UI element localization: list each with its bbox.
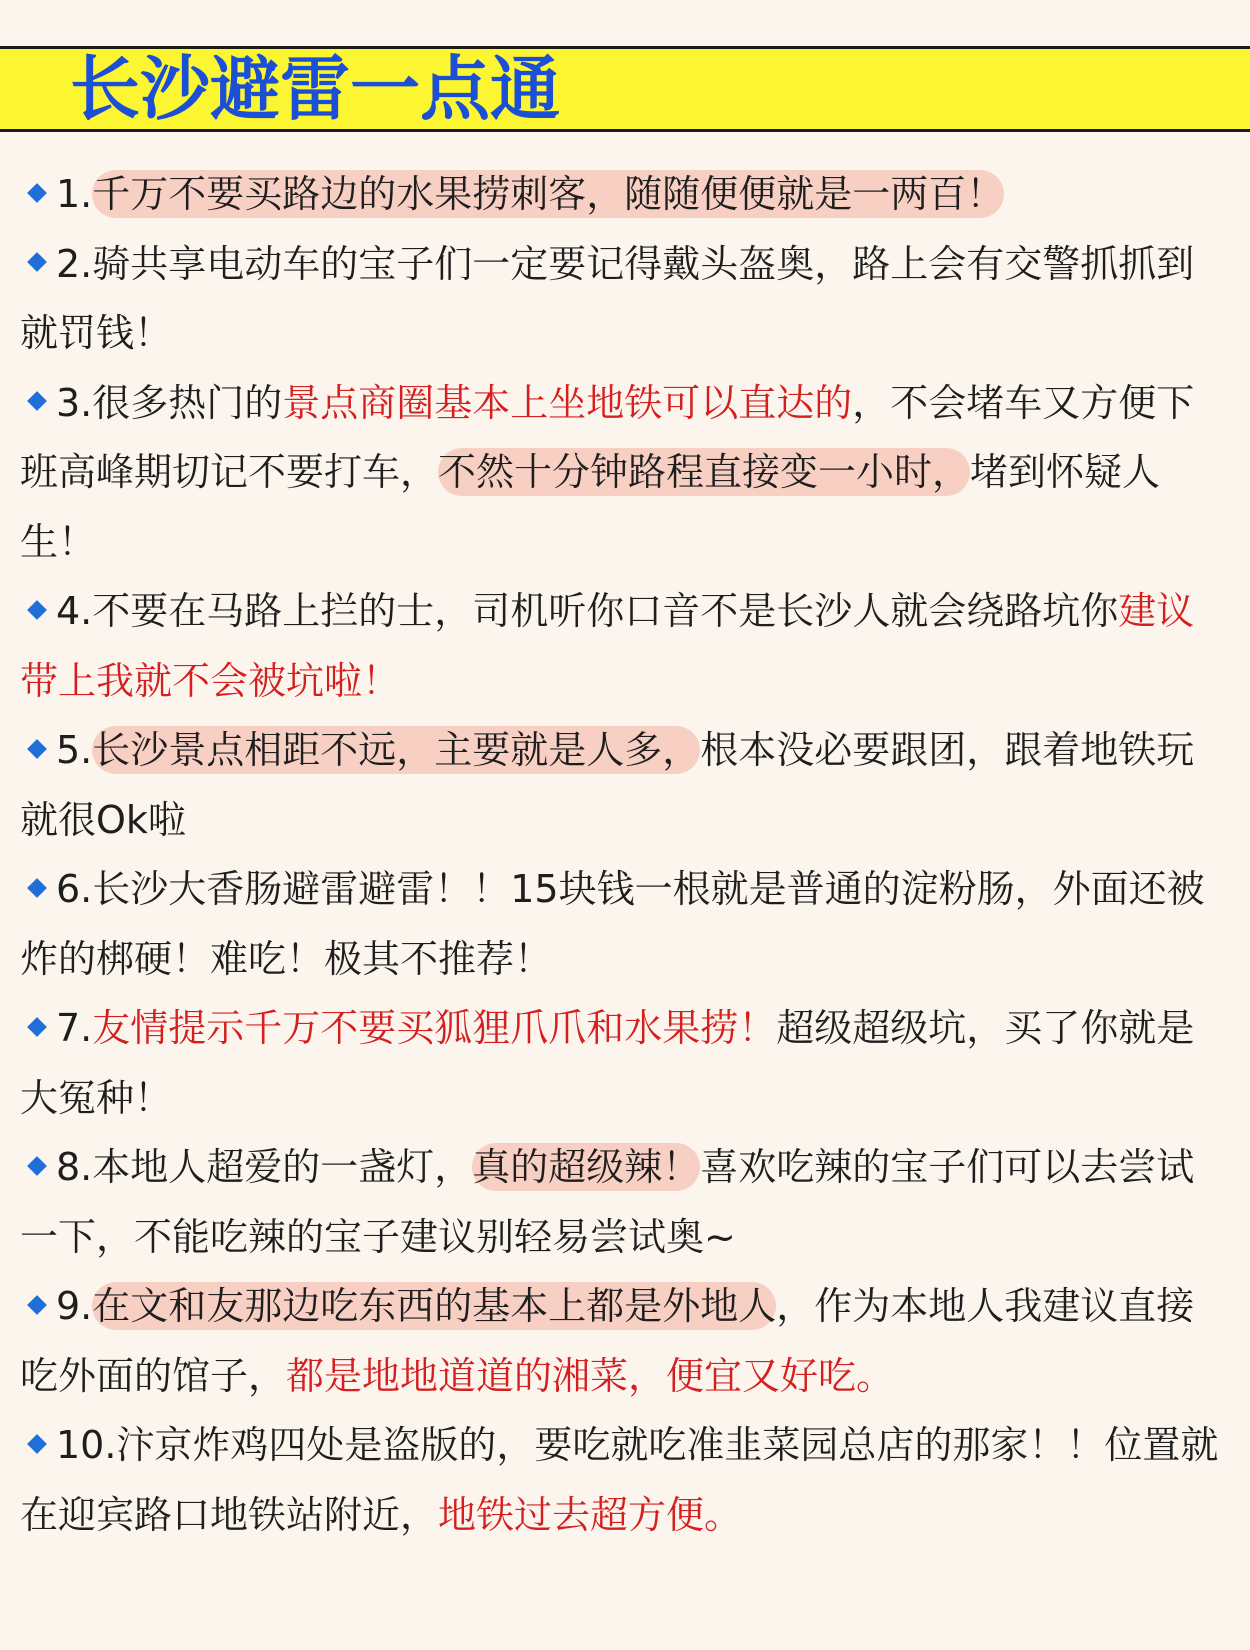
tip-text-highlight: 长沙景点相距不远，主要就是人多，	[92, 728, 701, 772]
title-banner	[0, 46, 1250, 132]
tip-item	[20, 577, 1230, 716]
tip-text: 4.不要在马路上拦的士，司机听你口音不是长沙人就会绕路坑你	[56, 589, 1119, 633]
tips-list	[20, 160, 1230, 1550]
tip-text: 1.	[56, 172, 93, 216]
tip-text-highlight: 在文和友那边吃东西的基本上都是外地人	[92, 1284, 777, 1328]
tip-text-highlight: 千万不要买路边的水果捞刺客，随随便便就是一两百！	[92, 172, 1005, 216]
tip-item	[20, 716, 1230, 855]
tip-item	[20, 160, 1230, 230]
page-title: 长沙避雷一点通	[70, 48, 560, 130]
tip-text: ，不会堵车又方便下班高峰期切记不要打车，	[20, 380, 1195, 494]
tip-text: 10.汴京炸鸡四处是盗版的，要吃就吃准韭菜园总店的那家！！位置就在迎宾路口地铁站附近，	[20, 1423, 1219, 1537]
tip-text: ，作为本地人我建议直接吃外面的馆子，	[20, 1284, 1195, 1398]
tip-text-red: 友情提示千万不要买狐狸爪爪和水果捞！	[92, 1006, 777, 1050]
tip-text: 8.本地人超爱的一盏灯，	[56, 1145, 473, 1189]
tip-text: 7.	[56, 1006, 93, 1050]
tip-text-red: 建议带上我就不会被坑啦！	[20, 589, 1195, 703]
tip-text: 堵到怀疑人生！	[20, 450, 1161, 564]
diamond-bullet-icon	[27, 1156, 47, 1176]
diamond-bullet-icon	[27, 1434, 47, 1454]
tip-item	[20, 994, 1230, 1133]
tip-text: 5.	[56, 728, 93, 772]
tip-item	[20, 369, 1230, 578]
diamond-bullet-icon	[27, 252, 47, 272]
tip-text: 3.很多热门的	[56, 380, 283, 425]
tip-text-red: 都是地地道道的湘菜，便宜又好吃。	[286, 1353, 895, 1398]
tip-item	[20, 230, 1230, 369]
tip-item	[20, 1133, 1230, 1272]
tip-text: 2.骑共享电动车的宝子们一定要记得戴头盔奥，路上会有交警抓抓到就罚钱！	[20, 241, 1195, 355]
tip-text-red: 景点商圈基本上坐地铁可以直达的	[282, 380, 853, 425]
tip-text: 根本没必要跟团，跟着地铁玩就很Ok啦	[20, 728, 1195, 842]
tip-text: 超级超级坑，买了你就是大冤种！	[20, 1006, 1195, 1120]
tip-text: 9.	[56, 1284, 93, 1328]
diamond-bullet-icon	[27, 1295, 47, 1315]
tip-item	[20, 1411, 1230, 1550]
diamond-bullet-icon	[27, 183, 47, 203]
diamond-bullet-icon	[27, 391, 47, 411]
tip-text: 喜欢吃辣的宝子们可以去尝试一下，不能吃辣的宝子建议别轻易尝试奥~	[20, 1145, 1195, 1259]
tip-text-highlight: 不然十分钟路程直接变一小时，	[438, 450, 971, 494]
tip-item	[20, 1272, 1230, 1411]
diamond-bullet-icon	[27, 878, 47, 898]
diamond-bullet-icon	[27, 739, 47, 759]
tip-text-red: 地铁过去超方便。	[438, 1492, 743, 1537]
tip-text: 6.长沙大香肠避雷避雷！！15块钱一根就是普通的淀粉肠，外面还被炸的梆硬！难吃！极其不推荐！	[20, 867, 1205, 981]
diamond-bullet-icon	[27, 600, 47, 620]
tip-item	[20, 855, 1230, 994]
tip-text-highlight: 真的超级辣！	[472, 1145, 701, 1189]
diamond-bullet-icon	[27, 1017, 47, 1037]
